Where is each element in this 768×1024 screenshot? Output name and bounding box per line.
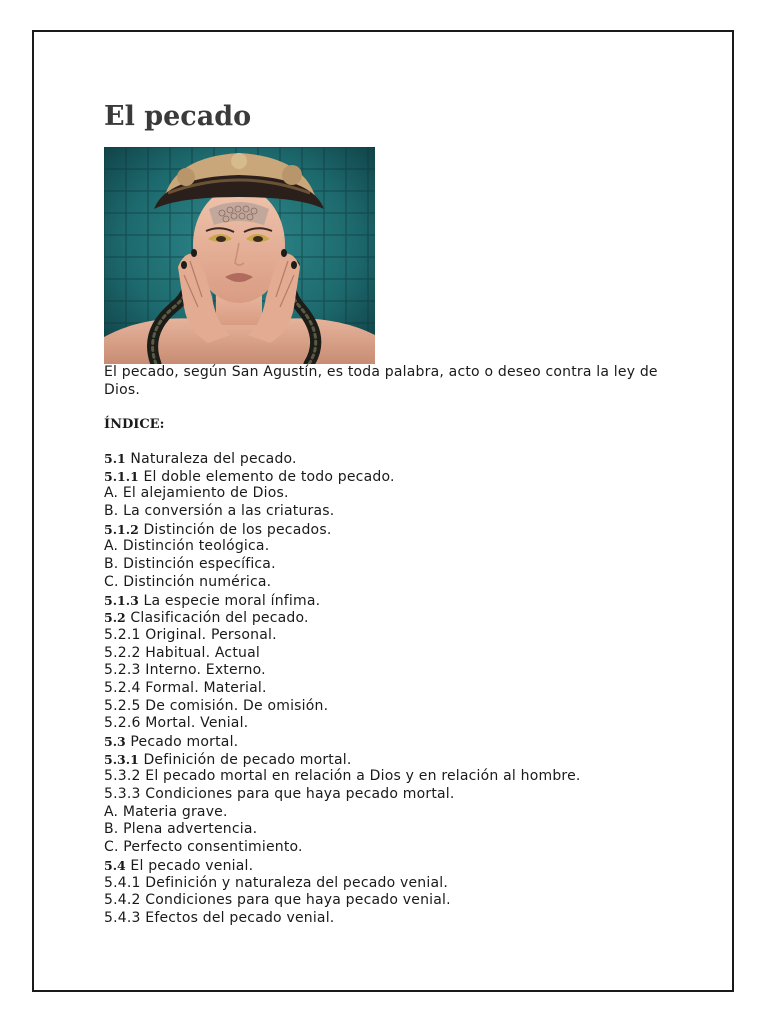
toc-item	[104, 715, 581, 733]
toc-item	[104, 804, 581, 822]
toc-item	[104, 503, 581, 521]
toc-item	[104, 751, 581, 769]
toc-item-text: El doble elemento de todo pecado.	[143, 468, 395, 485]
toc-item	[104, 538, 581, 556]
toc-item-text: Definición de pecado mortal.	[143, 751, 352, 768]
toc-item-number: 5.1.2	[104, 521, 139, 537]
toc-item-text: B. La conversión a las criaturas.	[104, 503, 335, 520]
toc-item-text: B. Plena advertencia.	[104, 821, 258, 838]
toc-item-text: 5.2.5 De comisión. De omisión.	[104, 697, 329, 714]
document-page	[32, 30, 734, 992]
toc-item-text: 5.2.2 Habitual. Actual	[104, 644, 260, 661]
toc-item-number: 5.1	[104, 451, 126, 466]
toc-item-number: 5.4	[104, 857, 126, 873]
toc-item-text: B. Distinción específica.	[104, 556, 276, 573]
table-of-contents	[104, 450, 581, 928]
page-title: El pecado	[104, 101, 252, 132]
toc-item-number: 5.1.1	[104, 468, 139, 484]
toc-item	[104, 680, 581, 698]
toc-item	[104, 910, 581, 928]
toc-item	[104, 556, 581, 574]
index-heading: ÍNDICE:	[104, 417, 165, 432]
toc-item-text: A. El alejamiento de Dios.	[104, 485, 289, 502]
toc-item-text: 5.3.3 Condiciones para que haya pecado mortal.	[104, 786, 455, 803]
toc-item-text: Naturaleza del pecado.	[130, 451, 297, 467]
toc-item-text: 5.4.2 Condiciones para que haya pecado venial.	[104, 892, 451, 909]
toc-item	[104, 450, 581, 468]
toc-item	[104, 468, 581, 486]
toc-item	[104, 733, 581, 751]
toc-item-number: 5.1.3	[104, 592, 139, 608]
toc-item-number: 5.2	[104, 610, 126, 626]
toc-item-text: 5.4.3 Efectos del pecado venial.	[104, 909, 335, 926]
toc-item	[104, 627, 581, 645]
toc-item	[104, 645, 581, 663]
toc-item	[104, 609, 581, 627]
toc-item-text: 5.3.2 El pecado mortal en relación a Dios y en relación al hombre.	[104, 768, 581, 785]
toc-item-text: C. Perfecto consentimiento.	[104, 839, 303, 856]
toc-item	[104, 592, 581, 610]
toc-item-number: 5.3.1	[104, 751, 139, 767]
toc-item	[104, 875, 581, 893]
intro-paragraph: El pecado, según San Agustín, es toda palabra, acto o deseo contra la ley de Dios.	[104, 364, 658, 398]
toc-item	[104, 574, 581, 592]
toc-item	[104, 821, 581, 839]
toc-item	[104, 892, 581, 910]
toc-item-text: El pecado venial.	[130, 857, 254, 874]
toc-item-text: 5.2.6 Mortal. Venial.	[104, 715, 249, 732]
toc-item-text: C. Distinción numérica.	[104, 573, 272, 590]
toc-item-text: 5.2.1 Original. Personal.	[104, 626, 277, 643]
toc-item	[104, 768, 581, 786]
toc-item	[104, 839, 581, 857]
toc-item-text: Clasificación del pecado.	[130, 610, 309, 627]
toc-item	[104, 485, 581, 503]
toc-item	[104, 698, 581, 716]
toc-item-text: 5.2.3 Interno. Externo.	[104, 662, 266, 679]
toc-item-text: La especie moral ínfima.	[143, 592, 321, 609]
toc-item-text: A. Distinción teológica.	[104, 538, 270, 555]
toc-item	[104, 521, 581, 539]
toc-item-text: 5.2.4 Formal. Material.	[104, 679, 267, 696]
toc-item-text: Distinción de los pecados.	[143, 521, 332, 538]
toc-item-text: 5.4.1 Definición y naturaleza del pecado venial.	[104, 874, 448, 891]
toc-item-text: Pecado mortal.	[130, 734, 239, 750]
toc-item-number: 5.3	[104, 734, 126, 749]
toc-item	[104, 662, 581, 680]
woman-portrait-image	[104, 147, 375, 364]
toc-item-text: A. Materia grave.	[104, 803, 228, 820]
toc-item	[104, 786, 581, 804]
toc-item	[104, 857, 581, 875]
